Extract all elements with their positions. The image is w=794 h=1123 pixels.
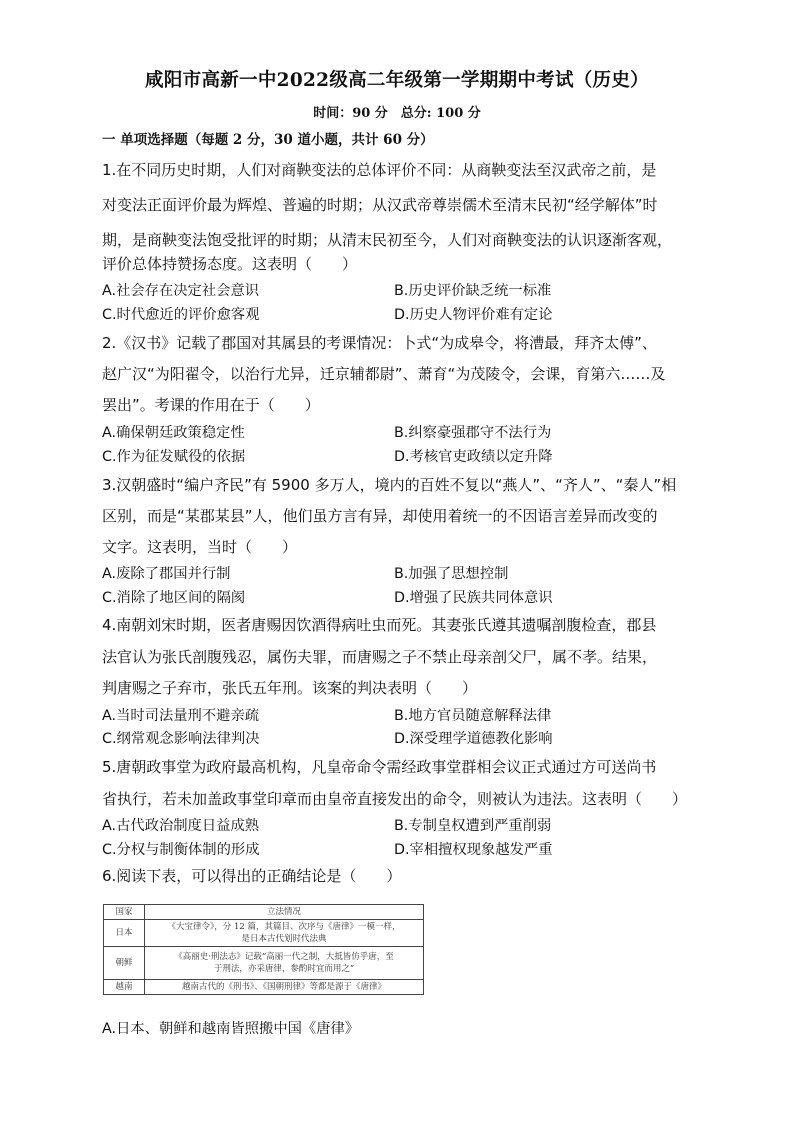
question-3-option-d: D.增强了民族共同体意识 [394, 590, 553, 606]
question-3-option-b: B.加强了思想控制 [394, 566, 509, 582]
question-5-option-a: A.古代政治制度日益成熟 [102, 818, 260, 834]
table-row [104, 947, 424, 980]
question-5-line-2: 省执行，若未加盖政事堂印章而由皇帝直接发出的命令，则被认为违法。这表明（ ） [102, 790, 688, 808]
question-2-option-a: A.确保朝廷政策稳定性 [102, 425, 245, 441]
question-1-line-3: 期，是商鞅变法饱受批评的时期；从清末民初至今，人们对商鞅变法的认识逐渐客观， [102, 231, 673, 249]
question-4-option-c: C.纲常观念影响法律判决 [102, 731, 260, 747]
legislation-table [103, 904, 424, 995]
question-1-line-4: 评价总体持赞扬态度。这表明（ ） [102, 255, 358, 273]
table-header-country: 国家 [104, 905, 145, 920]
question-2-option-b: B.纠察豪强郡守不法行为 [394, 425, 552, 441]
question-6-line-1: 6.阅读下表，可以得出的正确结论是（ ） [102, 867, 402, 885]
table-row [104, 980, 424, 995]
table-cell-country: 日本 [104, 920, 145, 947]
question-2-option-d: D.考核官吏政绩以定升降 [394, 449, 553, 465]
question-1-option-a: A.社会存在决定社会意识 [102, 283, 260, 299]
question-3-line-2: 区别，而是“某郡某县”人，他们虽方言有异，却使用着统一的不因语言差异而改变的 [102, 507, 658, 525]
question-4-line-1: 4.南朝刘宋时期，医者唐赐因饮酒得病吐虫而死。其妻张氏遵其遗嘱剖腹检查，郡县 [102, 616, 657, 634]
exam-title: 咸阳市高新一中2022级高二年级第一学期期中考试（历史） [145, 70, 649, 91]
question-3-line-1: 3.汉朝盛时“编户齐民”有 5900 多万人，境内的百姓不复以“燕人”、“齐人”、“秦人”相 [102, 476, 677, 494]
question-1-option-b: B.历史评价缺乏统一标准 [394, 283, 552, 299]
table-cell-line: 《大宝律令》，分 12 篇，其篇目、次序与《唐律》一模一样， [167, 922, 401, 932]
question-5-option-c: C.分权与制衡体制的形成 [102, 842, 260, 858]
question-3-option-c: C.消除了地区间的隔阂 [102, 590, 246, 606]
question-4-option-a: A.当时司法量刑不避亲疏 [102, 708, 260, 724]
question-1-line-1: 1.在不同历史时期，人们对商鞅变法的总体评价不同：从商鞅变法至汉武帝之前，是 [102, 161, 657, 179]
table-cell-line: 越南古代的《刑书》、《国朝刑律》等都是源于《唐律》 [181, 982, 386, 992]
question-6-option-a: A.日本、朝鲜和越南皆照搬中国《唐律》 [102, 1021, 360, 1037]
question-5-line-1: 5.唐朝政事堂为政府最高机构，凡皇帝命令需经政事堂群相会议正式通过方可送尚书 [102, 758, 657, 776]
question-1-option-c: C.时代愈近的评价愈客观 [102, 307, 260, 323]
question-3-option-a: A.废除了郡国并行制 [102, 566, 231, 582]
table-cell-line: 于刑法，亦采唐律，参酌时宜而用之” [213, 964, 355, 974]
question-2-line-2: 赵广汉“为阳翟令，以治行尤异，迁京辅都尉”、萧育“为茂陵令，会课，育第六……及 [102, 365, 666, 383]
question-3-line-3: 文字。这表明，当时（ ） [102, 538, 298, 556]
question-4-option-b: B.地方官员随意解释法律 [394, 708, 552, 724]
question-1-line-2: 对变法正面评价最为辉煌、普遍的时期；从汉武帝尊崇儒术至清末民初“经学解体”时 [102, 196, 658, 214]
table-row [104, 920, 424, 947]
question-5-option-b: B.专制皇权遭到严重削弱 [394, 818, 552, 834]
table-header-legislation: 立法情况 [145, 905, 424, 920]
table-cell-country: 越南 [104, 980, 145, 995]
table-cell-line: 《高丽史·刑法志》记载“高丽一代之制，大抵皆仿乎唐，至 [174, 952, 394, 962]
table-cell-line: 是日本古代划时代法典 [241, 934, 327, 944]
table-cell-country: 朝鲜 [104, 947, 145, 980]
question-4-line-2: 法官认为张氏剖腹残忍，属伤夫罪，而唐赐之子不禁止母亲剖父尸，属不孝。结果， [102, 648, 658, 666]
table-cell-legislation [145, 920, 424, 947]
question-2-line-1: 2.《汉书》记载了郡国对其属县的考课情况：卜式“为成皋令，将漕最，拜齐太傅”、 [102, 334, 657, 352]
section-heading: 一 单项选择题（每题 2 分，30 道小题，共计 60 分） [102, 132, 434, 148]
question-2-option-c: C.作为征发赋役的依据 [102, 449, 246, 465]
exam-time-info: 时间：90 分 总分: 100 分 [313, 106, 481, 121]
question-2-line-3: 罢出”。考课的作用在于（ ） [102, 396, 320, 414]
table-cell-legislation [145, 947, 424, 980]
table-header-row [104, 905, 424, 920]
question-4-line-3: 判唐赐之子弃市，张氏五年刑。该案的判决表明（ ） [102, 679, 478, 697]
question-5-option-d: D.宰相擅权现象越发严重 [394, 842, 553, 858]
question-4-option-d: D.深受理学道德教化影响 [394, 731, 553, 747]
table-cell-legislation [145, 980, 424, 995]
question-1-option-d: D.历史人物评价难有定论 [394, 307, 553, 323]
